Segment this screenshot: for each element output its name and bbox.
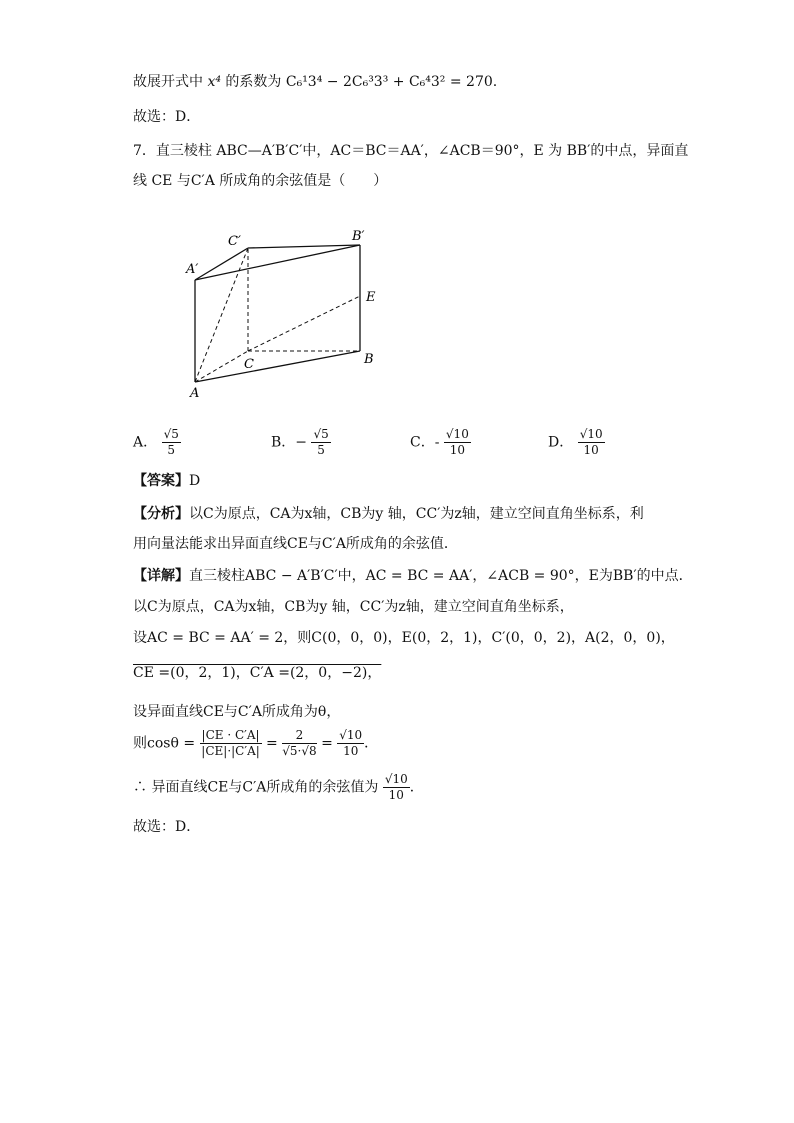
detail-tag: 【详解】 <box>133 568 189 584</box>
cos-frac-2: $\frac{2}{√5\cdot√8}$ <box>282 728 317 758</box>
segment-c-e <box>248 296 360 351</box>
detail-line-1: 【详解】直三棱柱ABC − A′B′C′中，AC = BC = AA′，∠ACB = 90°，E为BB′的中点． <box>133 568 693 584</box>
label-a: A <box>190 386 200 401</box>
label-bp: B′ <box>352 229 365 244</box>
analysis-line-1: 【分析】以C为原点，CA为x轴，CB为y 轴，CC′为z轴，建立空间直角坐标系，利 <box>133 506 644 522</box>
detail-choose: 故选：D． <box>133 819 201 835</box>
var-x4: x⁴ <box>207 74 221 90</box>
option-d[interactable]: D． $\frac{√10}{10}$ <box>548 427 603 457</box>
analysis-line-2: 用向量法能求出异面直线CE与C′A所成角的余弦值． <box>133 536 458 552</box>
option-a[interactable]: A． $\frac{√5}{5}$ <box>133 427 179 457</box>
detail-line-4 <box>133 663 381 683</box>
conclusion-line: ∴ 异面直线CE与C′A所成角的余弦值为 $\frac{√10}{10}$ ． <box>133 772 424 802</box>
prism-figure <box>180 225 390 405</box>
option-b[interactable]: B．− $\frac{√5}{5}$ <box>271 427 329 457</box>
cos-frac-3: $\frac{√10}{10}$ <box>339 728 363 758</box>
prev-choose-line: 故选：D． <box>133 109 201 125</box>
analysis-tag: 【分析】 <box>133 506 189 522</box>
cos-formula: 则cosθ = $\frac{|CE \cdot C'A|}{|CE|\cdot|C'A|}$ = $\frac{2}{√5\cdot√8}$ = $\frac{√10}{10}$ ． <box>133 728 379 758</box>
edge-cp-bp <box>248 245 360 248</box>
option-c-frac: $\frac{√10}{10}$ <box>445 427 469 457</box>
edge-ap-cp <box>195 248 248 280</box>
cos-frac-1: $\frac{|CE \cdot C'A|}{|CE|\cdot|C'A|}$ <box>201 728 260 758</box>
edge-a-b <box>195 351 360 382</box>
label-e: E <box>366 290 376 305</box>
label-cp: C′ <box>228 234 241 249</box>
label-b: B <box>364 352 374 367</box>
vector-ce: CE =(0，2，1)，C′A =(2，0，−2)， <box>133 665 382 681</box>
option-b-frac: $\frac{√5}{5}$ <box>313 427 329 457</box>
label-c: C <box>244 357 254 372</box>
detail-line-3: 设AC = BC = AA′ = 2，则C(0，0，0)，E(0，2，1)，C′(0，0，2)，A(2，0，0)， <box>133 630 675 646</box>
option-a-frac: $\frac{√5}{5}$ <box>163 427 179 457</box>
detail-line-5: 设异面直线CE与C′A所成角为θ， <box>133 704 341 720</box>
question-line-1: 7．直三棱柱 ABC—A′B′C′中，AC＝BC＝AA′，∠ACB＝90°，E 为 BB′的中点，异面直 <box>133 143 689 159</box>
answer-tag: 【答案】 <box>133 473 189 489</box>
question-line-2: 线 CE 与C′A 所成角的余弦值是（ ） <box>133 173 388 189</box>
answer-line <box>133 471 200 491</box>
prev-coefficient-line: 故展开式中 x⁴ 的系数为 C₆¹3⁴ − 2C₆³3³ + C₆⁴3² = 270. <box>133 74 498 90</box>
segment-cp-a <box>195 248 248 382</box>
option-d-frac: $\frac{√10}{10}$ <box>579 427 603 457</box>
detail-line-2: 以C为原点，CA为x轴，CB为y 轴，CC′为z轴，建立空间直角坐标系， <box>133 599 574 615</box>
conclusion-frac: $\frac{√10}{10}$ <box>384 772 408 802</box>
label-ap: A′ <box>186 262 199 277</box>
edge-ap-bp <box>195 245 360 280</box>
option-c[interactable]: C．- $\frac{√10}{10}$ <box>410 427 469 457</box>
answer-value: D <box>189 473 201 489</box>
